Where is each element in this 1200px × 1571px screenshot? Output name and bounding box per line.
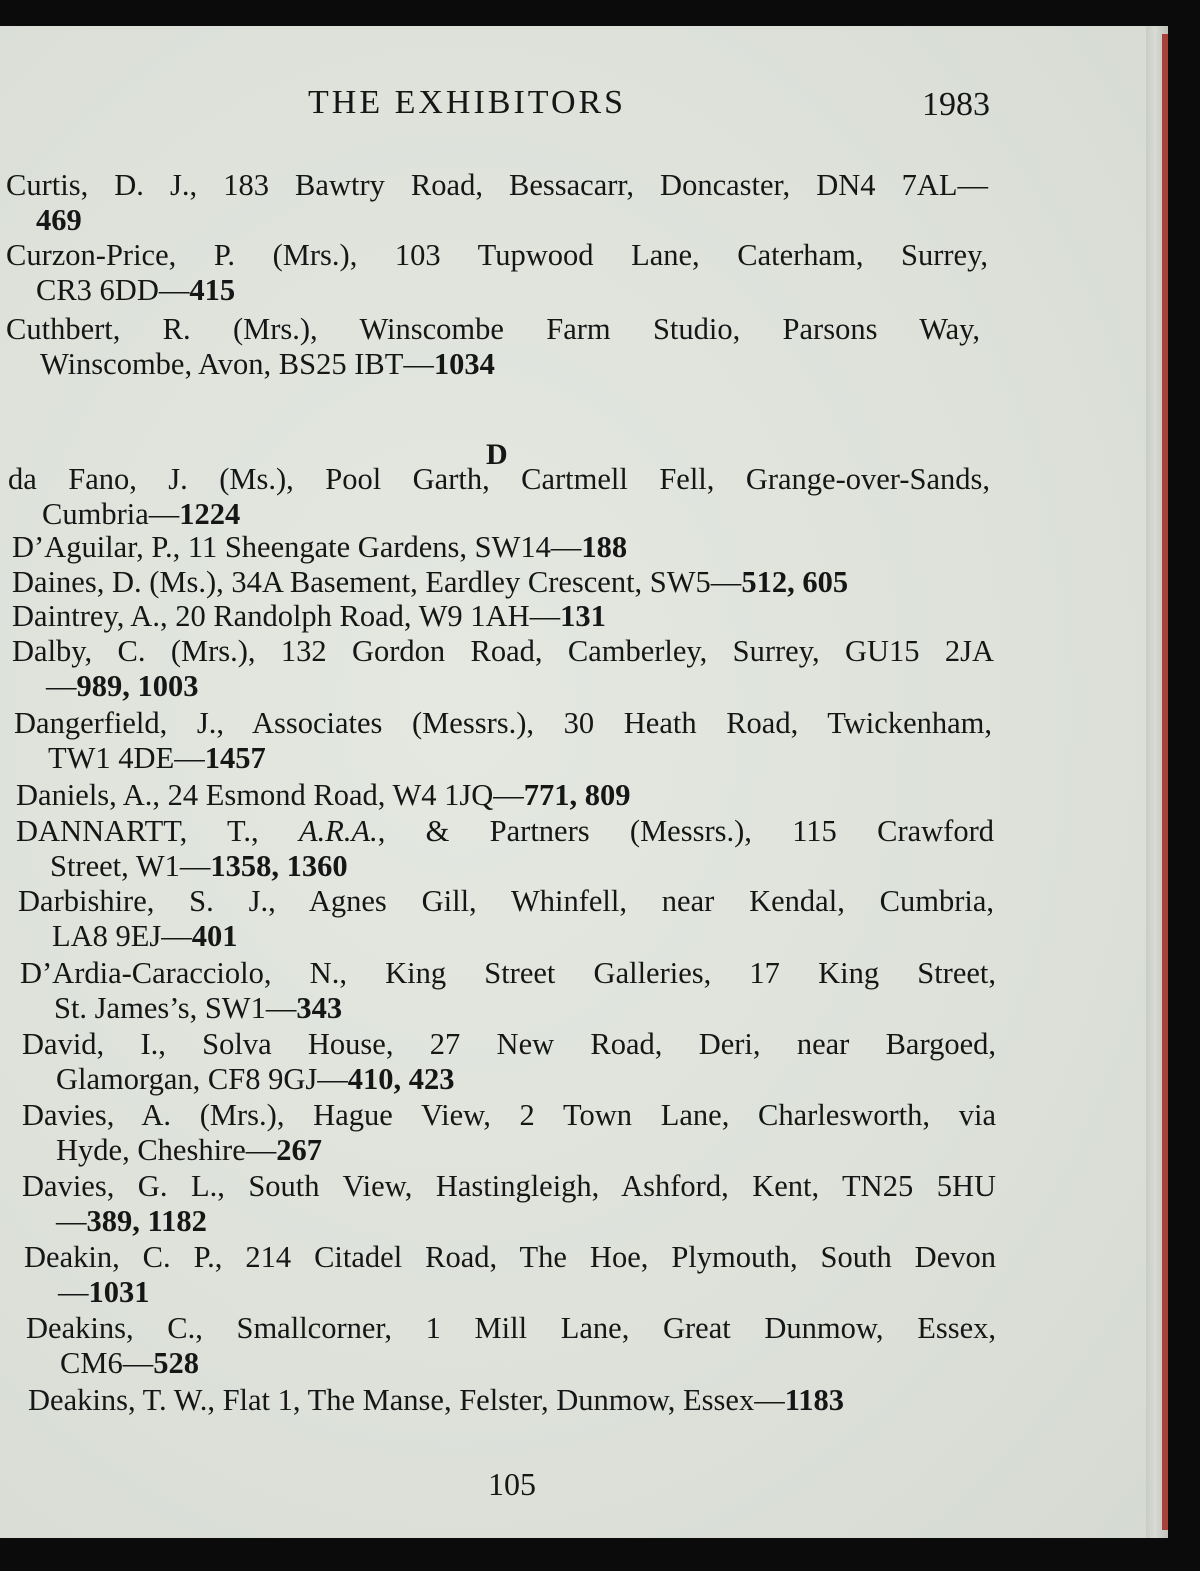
entry-numbers: 401 [191,918,238,953]
entry-line: Davies, A. (Mrs.), Hague View, 2 Town Lane, Charlesworth, via [22,1098,996,1132]
list-item [6,312,980,381]
entry-numbers: 469 [36,202,82,237]
section-letter: D [486,438,508,471]
entry-text: Daines, D. (Ms.), 34A Basement, Eardley Crescent, SW5— [12,565,742,599]
entry-line: Dangerfield, J., Associates (Messrs.), 30 Heath Road, Twickenham, [14,706,992,740]
entry-text: TW1 4DE— [48,740,205,775]
list-item [20,956,996,1025]
list-item [6,238,988,307]
entry-line: Darbishire, S. J., Agnes Gill, Whinfell, near Kendal, Cumbria, [18,884,994,918]
entry-numbers: 1183 [784,1383,845,1417]
entry-text: — [46,668,77,703]
entry-text: Daniels, A., 24 Esmond Road, W4 1JQ— [16,778,524,812]
list-item [12,530,627,565]
entry-text: , & Partners (Messrs.), 115 Crawford [377,814,994,848]
entry-numbers: 528 [153,1345,199,1380]
entry-text: Deakins, T. W., Flat 1, The Manse, Felster, Dunmow, Essex— [28,1383,785,1417]
entry-line: Davies, G. L., South View, Hastingleigh, Ashford, Kent, TN25 5HU [22,1169,996,1203]
entry-text: Street, W1— [50,848,211,883]
list-item [16,778,631,813]
entry-line [8,497,990,532]
entry-line: D’Ardia-Caracciolo, N., King Street Galleries, 17 King Street, [20,956,996,990]
list-item [18,884,994,953]
entry-numbers: 131 [560,599,606,633]
entry-line [22,1133,996,1168]
book-page [0,26,1146,1538]
entry-numbers: 771, 809 [523,778,631,812]
running-head-year: 1983 [922,86,990,123]
entry-line [22,1204,996,1239]
entry-line: Deakin, C. P., 214 Citadel Road, The Hoe, Plymouth, South Devon [24,1240,996,1274]
entry-line: Deakins, C., Smallcorner, 1 Mill Lane, Great Dunmow, Essex, [26,1311,996,1345]
entry-text: Glamorgan, CF8 9GJ— [56,1061,348,1096]
entry-numbers: 415 [189,272,236,307]
entry-line [6,273,988,308]
entry-line [16,814,994,849]
entry-text: — [56,1203,87,1238]
entry-numbers: 1457 [204,740,266,775]
entry-numbers: 1031 [88,1274,150,1309]
list-item [12,634,994,703]
entry-numbers: 512, 605 [741,565,849,599]
entry-text: CM6— [60,1345,154,1380]
entry-numbers: 188 [581,530,628,564]
entry-line: da Fano, J. (Ms.), Pool Garth, Cartmell Fell, Grange-over-Sands, [8,462,990,496]
entry-text: Daintrey, A., 20 Randolph Road, W9 1AH— [12,599,561,633]
exhibitor-list [0,26,1146,1538]
entry-numbers: 1034 [433,346,495,381]
list-item [22,1098,996,1167]
entry-line: David, I., Solva House, 27 New Road, Deri, near Bargoed, [22,1027,996,1061]
entry-numbers: 389, 1182 [86,1203,207,1238]
entry-honour: A.R.A. [298,814,378,848]
list-item [12,599,606,634]
list-item [22,1027,996,1096]
list-item [22,1169,996,1238]
entry-line [18,919,994,954]
entry-text: LA8 9EJ— [52,918,192,953]
list-item [6,168,988,237]
entry-numbers: 1224 [179,496,241,531]
list-item [28,1383,844,1418]
list-item [26,1311,996,1380]
entry-line [22,1062,996,1097]
entry-line [24,1275,996,1310]
entry-numbers: 1358, 1360 [210,848,348,883]
entry-line: Cuthbert, R. (Mrs.), Winscombe Farm Studio, Parsons Way, [6,312,980,346]
entry-line [20,991,996,1026]
entry-line [12,669,994,704]
entry-numbers: 410, 423 [347,1061,455,1096]
entry-text: — [58,1274,89,1309]
entry-line: Curzon-Price, P. (Mrs.), 103 Tupwood Lane, Caterham, Surrey, [6,238,988,272]
entry-line [14,741,992,776]
entry-line [26,1346,996,1381]
list-item [14,706,992,775]
entry-text: Cumbria— [42,496,180,531]
entry-line [6,203,988,238]
list-item [16,814,994,883]
page-edge-binding [1162,34,1168,1530]
entry-text: D’Aguilar, P., 11 Sheengate Gardens, SW14— [12,530,582,564]
entry-line [6,347,980,382]
entry-text: St. James’s, SW1— [54,990,297,1025]
list-item [12,565,848,600]
entry-numbers: 989, 1003 [76,668,199,703]
entry-text: Hyde, Cheshire— [56,1132,277,1167]
list-item [24,1240,996,1309]
entry-numbers: 343 [296,990,343,1025]
list-item [8,462,990,531]
entry-text: DANNARTT, T., [16,814,299,848]
page-number: 105 [488,1466,536,1502]
entry-numbers: 267 [276,1132,322,1167]
entry-line: Dalby, C. (Mrs.), 132 Gordon Road, Camberley, Surrey, GU15 2JA [12,634,994,668]
entry-text: CR3 6DD— [36,272,190,307]
entry-line [16,849,994,884]
entry-text: Winscombe, Avon, BS25 IBT— [40,346,434,381]
running-head-title: THE EXHIBITORS [308,84,627,121]
entry-line: Curtis, D. J., 183 Bawtry Road, Bessacarr, Doncaster, DN4 7AL— [6,168,988,202]
